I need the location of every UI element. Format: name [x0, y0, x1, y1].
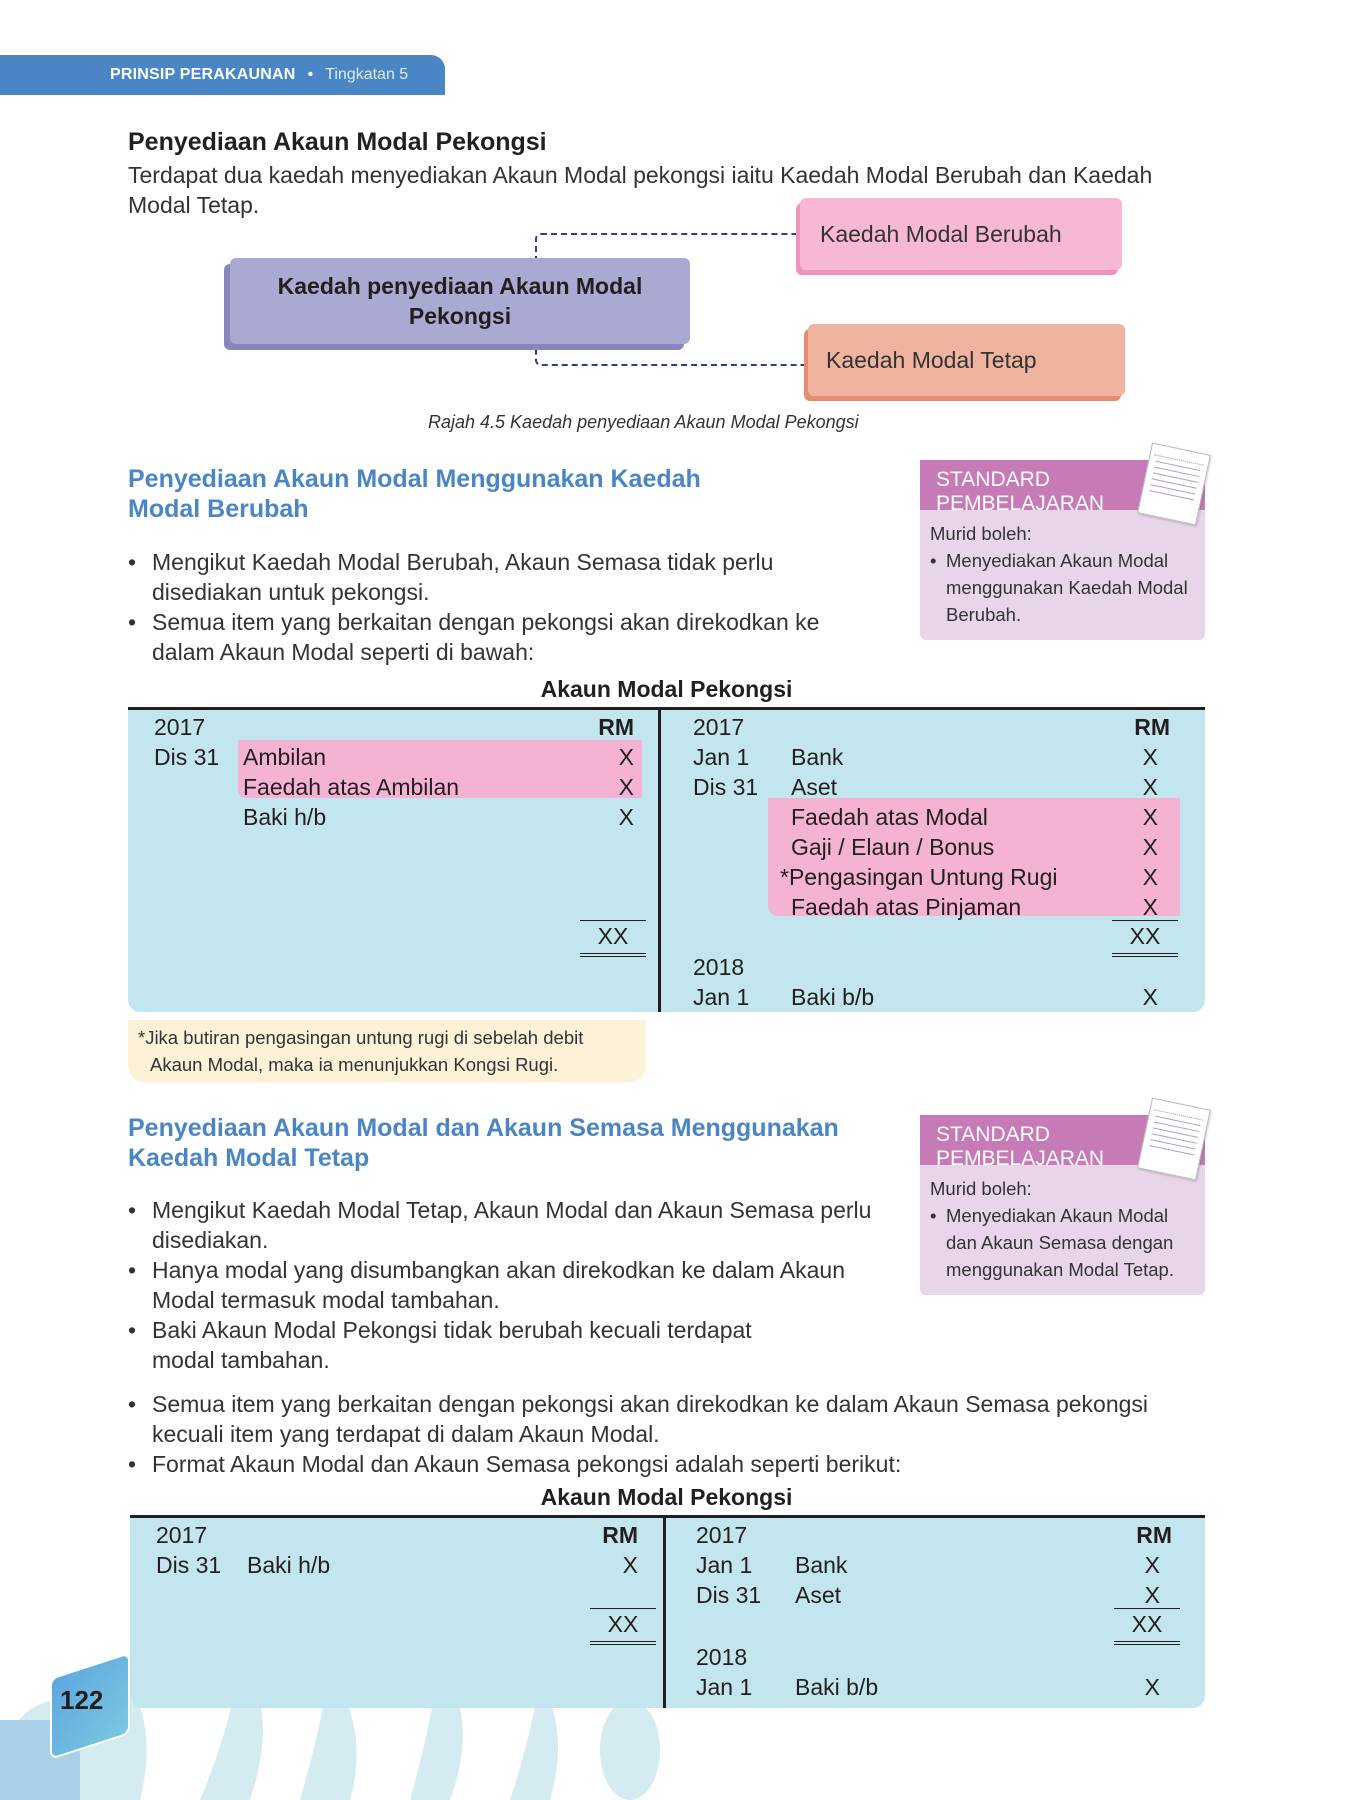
credit-bf-date: Jan 1	[693, 984, 750, 1010]
credit-year: 2017	[693, 714, 745, 740]
connector-bottom	[535, 344, 810, 366]
bullet: • Semua item yang berkaitan dengan pekongsi akan direkodkan ke dalam Akaun Semasa pekongsi kecuali item yang terdapat di dalam Akaun Modal.	[128, 1389, 1218, 1449]
subject-title: PRINSIP PERAKAUNAN	[110, 66, 296, 83]
credit-item: Bank	[791, 744, 844, 770]
standard-title: STANDARD	[936, 468, 1050, 491]
credit-amount: X	[1142, 774, 1158, 800]
header-separator: •	[307, 66, 314, 83]
debit-currency: RM	[598, 714, 634, 740]
section2-heading: Penyediaan Akaun Modal dan Akaun Semasa Menggunakan Kaedah Modal Tetap	[128, 1114, 839, 1172]
bullet: • Mengikut Kaedah Modal Berubah, Akaun Semasa tidak perlu disediakan untuk pekongsi.	[128, 547, 848, 607]
ledger1-table	[128, 707, 1205, 1012]
credit-item: Aset	[795, 1582, 842, 1608]
footnote-line: *Jika butiran pengasingan untung rugi di sebelah debit	[138, 1027, 584, 1048]
ledger2-title: Akaun Modal Pekongsi	[540, 1484, 793, 1510]
bullet: • Format Akaun Modal dan Akaun Semasa pekongsi adalah seperti berikut:	[128, 1449, 1218, 1479]
credit-total: XX	[1114, 1608, 1180, 1639]
credit-date: Dis 31	[693, 774, 759, 800]
standard-intro: Murid boleh:	[930, 523, 1032, 544]
figure-caption: Rajah 4.5 Kaedah penyediaan Akaun Modal Pekongsi	[428, 412, 859, 432]
debit-year: 2017	[156, 1522, 208, 1548]
credit-item: Gaji / Elaun / Bonus	[791, 834, 995, 860]
diagram-center-box	[230, 258, 690, 344]
section2-bullets	[128, 1195, 888, 1375]
debit-total: XX	[590, 1608, 656, 1639]
standard-title: STANDARD	[936, 1123, 1050, 1146]
standard-body	[920, 510, 1205, 640]
credit-date: Jan 1	[696, 1552, 753, 1578]
credit-item: Faedah atas Pinjaman	[791, 894, 1022, 920]
standard-pembelajaran-box-2	[920, 1115, 1205, 1295]
bullet: • Baki Akaun Modal Pekongsi tidak berubah kecuali terdapat modal tambahan.	[128, 1315, 772, 1375]
credit-bf-label: Baki b/b	[791, 984, 875, 1010]
credit-amount: X	[1144, 1552, 1160, 1578]
standard-item: • Menyediakan Akaun Modal dan Akaun Semasa dengan menggunakan Modal Tetap.	[930, 1202, 1195, 1283]
credit-currency: RM	[1134, 714, 1170, 740]
standard-pembelajaran-box-1	[920, 460, 1205, 640]
credit-total: XX	[1112, 920, 1178, 951]
section1-heading: Penyediaan Akaun Modal Menggunakan Kaedah Modal Berubah	[128, 465, 701, 523]
bullet: • Mengikut Kaedah Modal Tetap, Akaun Modal dan Akaun Semasa perlu disediakan.	[128, 1195, 888, 1255]
debit-item: Baki h/b	[243, 804, 327, 830]
section2-bullets-wide	[128, 1389, 1218, 1479]
debit-item: Baki h/b	[247, 1552, 331, 1578]
ledger-divider	[658, 710, 661, 1012]
credit-amount: X	[1142, 834, 1158, 860]
credit-item: *Pengasingan Untung Rugi	[780, 864, 1058, 890]
section1-bullets	[128, 547, 848, 667]
debit-amount: X	[622, 1552, 638, 1578]
ledger2-table	[130, 1515, 1205, 1708]
connector-top	[535, 233, 802, 260]
diagram-branch-berubah	[800, 198, 1122, 270]
ledger-divider	[663, 1518, 666, 1708]
credit-bf-amount: X	[1144, 1674, 1160, 1700]
credit-amount: X	[1142, 804, 1158, 830]
credit-date: Jan 1	[693, 744, 750, 770]
diagram-branch-tetap	[808, 324, 1125, 396]
credit-year: 2017	[696, 1522, 748, 1548]
intro-title: Penyediaan Akaun Modal Pekongsi	[128, 128, 547, 156]
credit-bf-amount: X	[1142, 984, 1158, 1010]
intro-text: Terdapat dua kaedah menyediakan Akaun Modal pekongsi iaitu Kaedah Modal Berubah dan Kaedah Modal Tetap.	[128, 162, 1153, 218]
debit-amount: X	[618, 744, 634, 770]
credit-item: Faedah atas Modal	[791, 804, 988, 830]
standard-body	[920, 1165, 1205, 1295]
form-level: Tingkatan 5	[325, 66, 409, 83]
standard-item: • Menyediakan Akaun Modal menggunakan Kaedah Modal Berubah.	[930, 547, 1195, 628]
bullet: • Hanya modal yang disumbangkan akan direkodkan ke dalam Akaun Modal termasuk modal tambahan.	[128, 1255, 888, 1315]
standard-title: PEMBELAJARAN	[936, 1147, 1105, 1170]
standard-title: PEMBELAJARAN	[936, 492, 1105, 515]
debit-year: 2017	[154, 714, 206, 740]
bullet: • Semua item yang berkaitan dengan pekongsi akan direkodkan ke dalam Akaun Modal seperti di bawah:	[128, 607, 848, 667]
credit-bf-date: Jan 1	[696, 1674, 753, 1700]
credit-bf-label: Baki b/b	[795, 1674, 879, 1700]
footnote-line: Akaun Modal, maka ia menunjukkan Kongsi Rugi.	[150, 1054, 559, 1075]
standard-intro: Murid boleh:	[930, 1178, 1032, 1199]
credit-amount: X	[1144, 1582, 1160, 1608]
credit-date: Dis 31	[696, 1582, 762, 1608]
debit-currency: RM	[602, 1522, 638, 1548]
credit-amount: X	[1142, 864, 1158, 890]
debit-date: Dis 31	[156, 1552, 222, 1578]
footnote	[128, 1020, 646, 1082]
ledger1-title: Akaun Modal Pekongsi	[540, 676, 793, 702]
credit-amount: X	[1142, 894, 1158, 920]
credit-next-year: 2018	[693, 954, 745, 980]
diagram-center-label: Kaedah penyediaan Akaun Modal Pekongsi	[277, 273, 643, 329]
debit-amount: X	[618, 774, 634, 800]
running-header	[0, 55, 445, 95]
page-number: 122	[60, 1685, 104, 1715]
credit-next-year: 2018	[696, 1644, 748, 1670]
credit-amount: X	[1142, 744, 1158, 770]
debit-total: XX	[580, 920, 646, 951]
debit-item: Faedah atas Ambilan	[243, 774, 460, 800]
credit-currency: RM	[1136, 1522, 1172, 1548]
debit-item: Ambilan	[243, 744, 327, 770]
credit-item: Aset	[791, 774, 838, 800]
diagram-branch-bottom-label: Kaedah Modal Tetap	[826, 346, 1037, 373]
debit-amount: X	[618, 804, 634, 830]
diagram-branch-top-label: Kaedah Modal Berubah	[820, 220, 1062, 247]
debit-date: Dis 31	[154, 744, 220, 770]
credit-item: Bank	[795, 1552, 848, 1578]
